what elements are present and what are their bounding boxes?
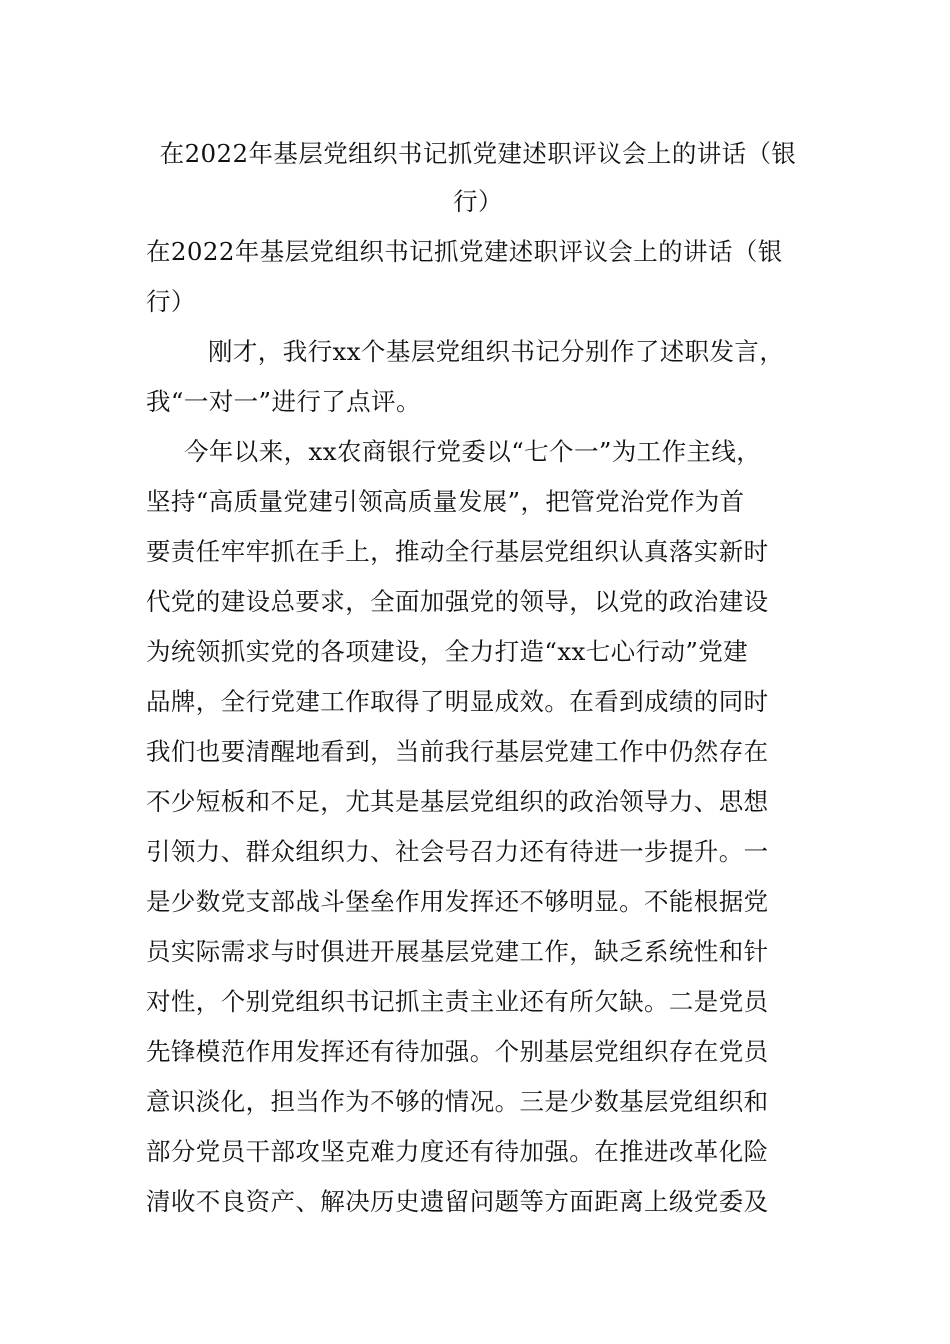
document-title-line-1: 在2022年基层党组织书记抓党建述职评议会上的讲话（银	[159, 139, 797, 168]
paragraph-2-line-2: 坚持“高质量党建引领高质量发展”，把管党治党作为首	[146, 487, 745, 516]
subtitle-line-1: 在2022年基层党组织书记抓党建述职评议会上的讲话（银	[146, 237, 783, 266]
document-title-line-2: 行）	[453, 187, 503, 216]
paragraph-2-line-13: 先锋模范作用发挥还有待加强。个别基层党组织存在党员	[146, 1037, 769, 1066]
paragraph-2-line-5: 为统领抓实党的各项建设，全力打造“xx七心行动”党建	[146, 637, 749, 666]
paragraph-2-line-1: 今年以来，xx农商银行党委以“七个一”为工作主线，	[184, 437, 762, 466]
paragraph-2-line-11: 员实际需求与时俱进开展基层党建工作，缺乏系统性和针	[146, 937, 769, 966]
paragraph-2-line-8: 不少短板和不足，尤其是基层党组织的政治领导力、思想	[146, 787, 769, 816]
subtitle-line-2: 行）	[146, 287, 196, 316]
paragraph-2-line-14: 意识淡化，担当作为不够的情况。三是少数基层党组织和	[146, 1087, 769, 1116]
paragraph-2-line-3: 要责任牢牢抓在手上，推动全行基层党组织认真落实新时	[146, 537, 769, 566]
paragraph-2-line-6: 品牌，全行党建工作取得了明显成效。在看到成绩的同时	[146, 687, 769, 716]
document-page	[146, 130, 810, 1227]
paragraph-1-line-2: 我“一对一”进行了点评。	[146, 387, 421, 416]
paragraph-2-line-9: 引领力、群众组织力、社会号召力还有待进一步提升。一	[146, 837, 769, 866]
paragraph-1-line-1: 刚才，我行xx个基层党组织书记分别作了述职发言，	[208, 337, 785, 366]
paragraph-2-line-16: 清收不良资产、解决历史遗留问题等方面距离上级党委及	[146, 1187, 769, 1216]
paragraph-2-line-4: 代党的建设总要求，全面加强党的领导，以党的政治建设	[146, 587, 769, 616]
paragraph-2-line-10: 是少数党支部战斗堡垒作用发挥还不够明显。不能根据党	[146, 887, 769, 916]
paragraph-2-line-12: 对性，个别党组织书记抓主责主业还有所欠缺。二是党员	[146, 987, 769, 1016]
paragraph-2-line-7: 我们也要清醒地看到，当前我行基层党建工作中仍然存在	[146, 737, 769, 766]
paragraph-2-line-15: 部分党员干部攻坚克难力度还有待加强。在推进改革化险	[146, 1137, 769, 1166]
